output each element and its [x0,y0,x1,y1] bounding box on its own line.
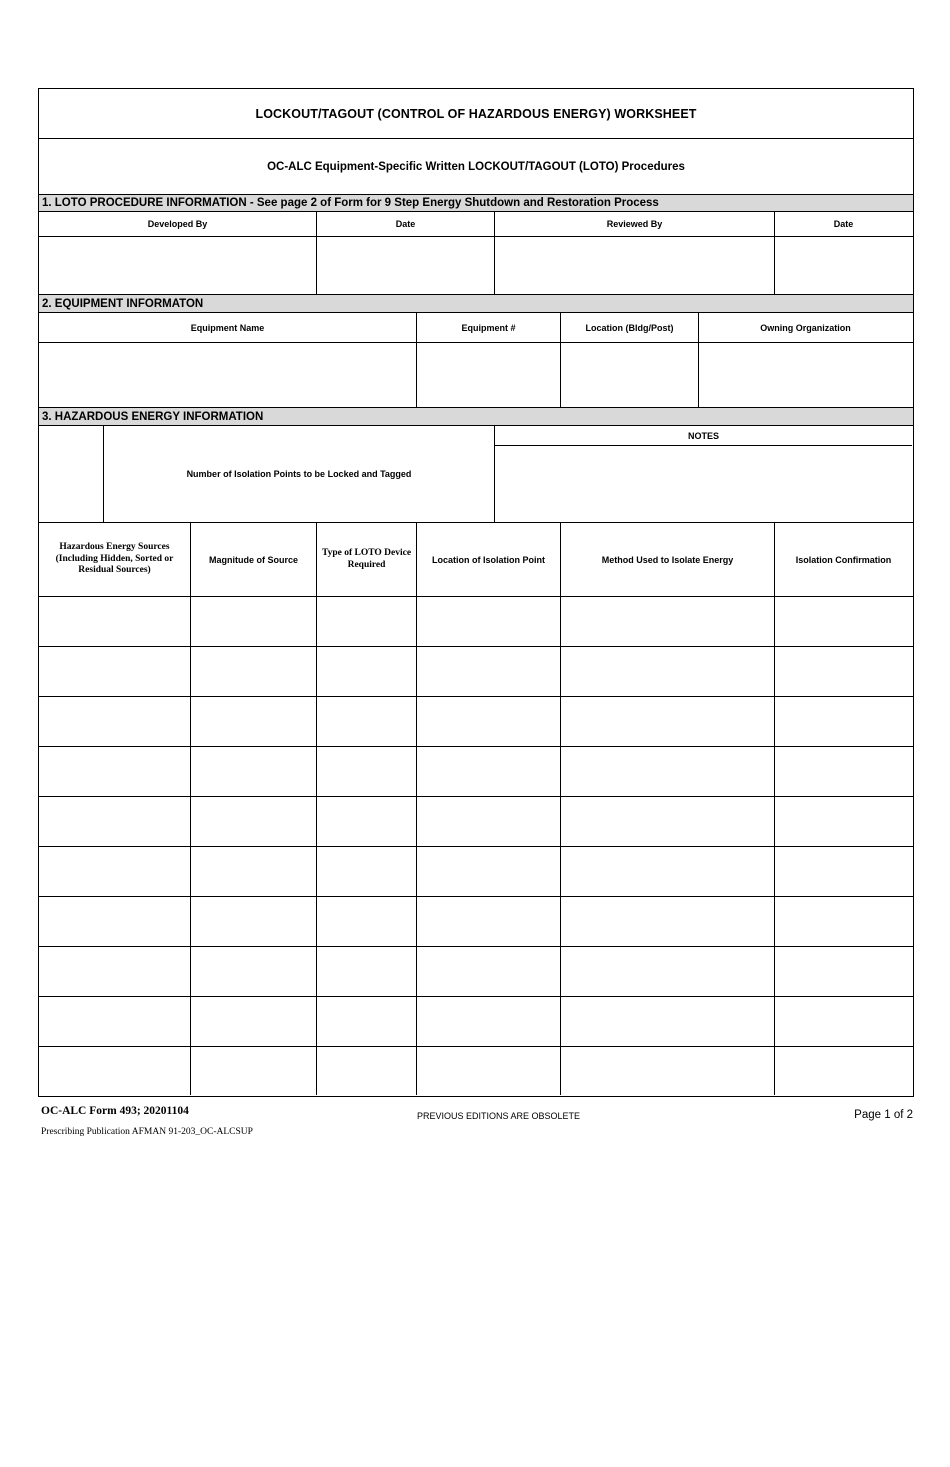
table-cell[interactable] [39,1047,191,1095]
location-header: Location (Bldg/Post) [561,313,699,342]
table-cell[interactable] [317,897,417,946]
table-cell[interactable] [317,997,417,1046]
table-cell[interactable] [191,597,317,646]
loto-worksheet-form [38,88,914,1097]
table-cell[interactable] [775,997,912,1046]
table-cell[interactable] [317,747,417,796]
section-2-input-row [39,343,913,408]
owning-organization-header: Owning Organization [760,322,851,333]
table-cell[interactable] [191,697,317,746]
reviewed-by-header: Reviewed By [495,212,775,236]
table-cell[interactable] [561,897,775,946]
table-cell[interactable] [39,897,191,946]
isolation-count-field[interactable] [39,426,104,522]
table-cell[interactable] [561,797,775,846]
table-cell[interactable] [317,697,417,746]
form-subtitle: OC-ALC Equipment-Specific Written LOCKOUT/TAGOUT (LOTO) Procedures [39,139,913,195]
table-cell[interactable] [39,797,191,846]
table-cell[interactable] [417,947,561,996]
table-cell[interactable] [39,697,191,746]
table-cell[interactable] [561,1047,775,1095]
table-cell[interactable] [561,647,775,696]
table-row [39,597,913,647]
table-row [39,747,913,797]
table-row [39,897,913,947]
table-cell[interactable] [417,897,561,946]
energy-sources-header: Hazardous Energy Sources (Including Hidden, Sorted or Residual Sources) [39,523,191,596]
table-cell[interactable] [561,847,775,896]
table-cell[interactable] [775,747,912,796]
equipment-name-header: Equipment Name [39,313,417,342]
reviewed-date-field[interactable] [775,237,912,294]
table-cell[interactable] [39,647,191,696]
section-2-heading: 2. EQUIPMENT INFORMATON [39,295,913,313]
table-cell[interactable] [561,997,775,1046]
table-cell[interactable] [317,797,417,846]
editions-notice: PREVIOUS EDITIONS ARE OBSOLETE [417,1111,581,1121]
notes-header: NOTES [495,426,912,446]
notes-field[interactable] [495,446,912,521]
isolation-location-header: Location of Isolation Point [417,523,561,596]
table-row [39,697,913,747]
table-cell[interactable] [775,647,912,696]
table-cell[interactable] [317,947,417,996]
table-cell[interactable] [775,847,912,896]
isolation-confirmation-header: Isolation Confirmation [795,554,892,565]
notes-block [495,426,912,522]
isolation-method-header: Method Used to Isolate Energy [561,523,775,596]
table-cell[interactable] [191,897,317,946]
table-cell[interactable] [775,597,912,646]
table-row [39,947,913,997]
section-2-header-row [39,313,913,343]
location-field[interactable] [561,343,699,407]
table-cell[interactable] [39,747,191,796]
table-row [39,997,913,1047]
table-cell[interactable] [417,697,561,746]
table-cell[interactable] [191,647,317,696]
developed-by-field[interactable] [39,237,317,294]
table-cell[interactable] [191,747,317,796]
table-cell[interactable] [417,797,561,846]
page-number: Page 1 of 2 [854,1109,913,1121]
section-1-input-row [39,237,913,295]
equipment-number-field[interactable] [417,343,561,407]
form-number: OC-ALC Form 493; 20201104 [41,1105,189,1117]
table-cell[interactable] [417,997,561,1046]
form-title: LOCKOUT/TAGOUT (CONTROL OF HAZARDOUS ENERGY) WORKSHEET [39,89,913,139]
prescribing-publication: Prescribing Publication AFMAN 91-203_OC-ALCSUP [41,1127,253,1137]
table-row [39,647,913,697]
table-cell[interactable] [317,1047,417,1095]
table-cell[interactable] [775,797,912,846]
table-cell[interactable] [191,847,317,896]
table-cell[interactable] [39,947,191,996]
section-1-heading: 1. LOTO PROCEDURE INFORMATION - See page 2 of Form for 9 Step Energy Shutdown and Restoration Process [39,195,913,212]
table-cell[interactable] [317,847,417,896]
table-cell[interactable] [317,647,417,696]
table-cell[interactable] [191,797,317,846]
table-row [39,797,913,847]
table-cell[interactable] [417,747,561,796]
table-cell[interactable] [775,697,912,746]
date-header-2: Date [833,219,854,229]
table-cell[interactable] [561,597,775,646]
isolation-notes-row [39,426,913,523]
table-cell[interactable] [417,1047,561,1095]
table-row [39,847,913,897]
table-cell[interactable] [191,947,317,996]
table-cell[interactable] [775,897,912,946]
table-cell[interactable] [561,747,775,796]
magnitude-header: Magnitude of Source [191,523,317,596]
table-cell[interactable] [561,697,775,746]
table-cell[interactable] [417,597,561,646]
developed-by-header: Developed By [39,212,317,236]
table-cell[interactable] [417,847,561,896]
developed-date-field[interactable] [317,237,495,294]
table-cell[interactable] [417,647,561,696]
table-cell[interactable] [39,847,191,896]
reviewed-by-field[interactable] [495,237,775,294]
table-cell[interactable] [39,997,191,1046]
table-cell[interactable] [561,947,775,996]
table-cell[interactable] [317,597,417,646]
loto-device-header: Type of LOTO Device Required [317,523,417,596]
date-header-1: Date [317,212,495,236]
table-cell[interactable] [191,997,317,1046]
table-cell[interactable] [191,1047,317,1095]
table-cell[interactable] [775,1047,912,1095]
section-3-heading: 3. HAZARDOUS ENERGY INFORMATION [39,408,913,426]
table-cell[interactable] [39,597,191,646]
energy-table-header-row [39,523,913,597]
section-1-header-row [39,212,913,237]
owning-organization-field[interactable] [699,343,912,407]
equipment-name-field[interactable] [39,343,417,407]
table-cell[interactable] [775,947,912,996]
table-row [39,1047,913,1095]
equipment-number-header: Equipment # [417,313,561,342]
isolation-points-label: Number of Isolation Points to be Locked and Tagged [104,426,495,522]
